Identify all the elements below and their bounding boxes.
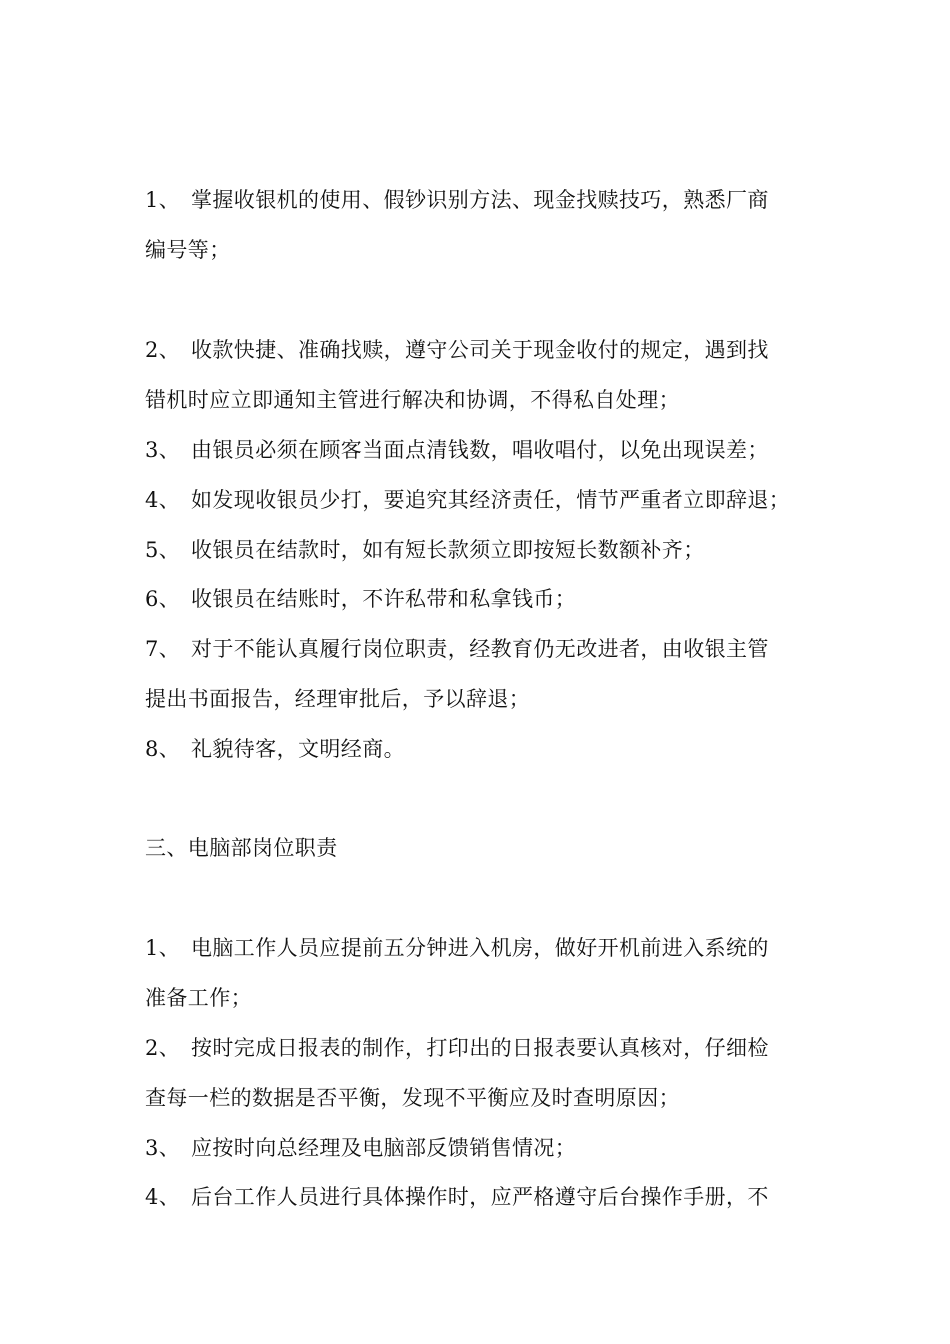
list-item-line bbox=[145, 635, 815, 663]
item-number: 4、 bbox=[145, 488, 181, 512]
item-text: 按时完成日报表的制作，打印出的日报表要认真核对，仔细检 bbox=[191, 1036, 769, 1060]
item-text: 电脑工作人员应提前五分钟进入机房，做好开机前进入系统的 bbox=[191, 936, 769, 960]
item-text: 收银员在结款时，如有短长款须立即按短长数额补齐； bbox=[191, 538, 705, 562]
list-item-line bbox=[145, 536, 815, 564]
item-text: 由银员必须在顾客当面点清钱数，唱收唱付，以免出现误差； bbox=[191, 438, 769, 462]
item-text: 应按时向总经理及电脑部反馈销售情况； bbox=[191, 1136, 577, 1160]
list-item-continuation: 查每一栏的数据是否平衡，发现不平衡应及时查明原因； bbox=[145, 1086, 680, 1110]
item-number: 3、 bbox=[145, 1136, 181, 1160]
list-item-line bbox=[145, 186, 815, 214]
item-number: 1、 bbox=[145, 188, 181, 212]
section-heading: 三、电脑部岗位职责 bbox=[145, 836, 338, 860]
list-item-line bbox=[145, 436, 815, 464]
item-number: 6、 bbox=[145, 587, 181, 611]
item-text: 礼貌待客，文明经商。 bbox=[191, 737, 405, 761]
list-item-line bbox=[145, 735, 815, 763]
list-item-line bbox=[145, 1183, 815, 1211]
list-item-continuation: 编号等； bbox=[145, 238, 231, 262]
list-item-continuation: 错机时应立即通知主管进行解决和协调，不得私自处理； bbox=[145, 388, 680, 412]
item-text: 后台工作人员进行具体操作时，应严格遵守后台操作手册，不 bbox=[191, 1185, 769, 1209]
item-number: 3、 bbox=[145, 438, 181, 462]
item-number: 4、 bbox=[145, 1185, 181, 1209]
item-number: 2、 bbox=[145, 1036, 181, 1060]
item-text: 收银员在结账时，不许私带和私拿钱币； bbox=[191, 587, 577, 611]
list-item-line bbox=[145, 934, 815, 962]
item-number: 2、 bbox=[145, 338, 181, 362]
list-item-line bbox=[145, 1134, 815, 1162]
item-text: 对于不能认真履行岗位职责，经教育仍无改进者，由收银主管 bbox=[191, 637, 769, 661]
item-text: 收款快捷、准确找赎，遵守公司关于现金收付的规定，遇到找 bbox=[191, 338, 769, 362]
item-text: 如发现收银员少打，要追究其经济责任，情节严重者立即辞退； bbox=[191, 488, 791, 512]
item-number: 1、 bbox=[145, 936, 181, 960]
item-number: 7、 bbox=[145, 637, 181, 661]
item-number: 8、 bbox=[145, 737, 181, 761]
list-item-line bbox=[145, 336, 815, 364]
list-item-line bbox=[145, 1034, 815, 1062]
list-item-line bbox=[145, 486, 815, 514]
item-text: 掌握收银机的使用、假钞识别方法、现金找赎技巧，熟悉厂商 bbox=[191, 188, 769, 212]
list-item-continuation: 准备工作； bbox=[145, 986, 252, 1010]
item-number: 5、 bbox=[145, 538, 181, 562]
list-item-continuation: 提出书面报告，经理审批后，予以辞退； bbox=[145, 687, 531, 711]
list-item-line bbox=[145, 585, 815, 613]
